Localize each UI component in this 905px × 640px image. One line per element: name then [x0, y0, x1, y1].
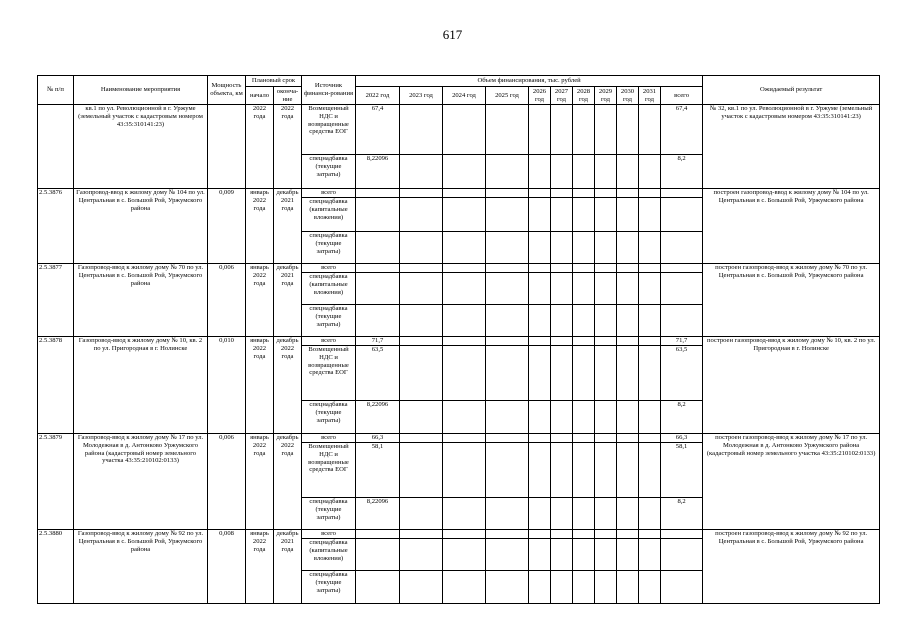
value-empty: [400, 305, 443, 337]
capacity-value: 0,008: [208, 530, 246, 604]
value-empty: [529, 443, 551, 498]
funding-source: спецнадбавка (текущие затраты): [302, 401, 356, 434]
value-empty: [551, 105, 573, 155]
value-empty: [529, 571, 551, 604]
value-empty: [617, 155, 639, 189]
value-empty: [639, 434, 661, 443]
value-empty: [573, 346, 595, 401]
header-capacity: Мощность объекта, км: [208, 76, 246, 105]
funding-source: всего: [302, 337, 356, 346]
financing-table: [37, 75, 880, 604]
value-empty: [551, 155, 573, 189]
value-empty: [529, 155, 551, 189]
value-empty: [400, 337, 443, 346]
value-empty: [639, 571, 661, 604]
value-empty: [617, 571, 639, 604]
value-empty: [639, 155, 661, 189]
expected-result: № 32, кв.1 по ул. Революционной в г. Уржуме (земельный участок с кадастровым номером 43:35:310141:23): [703, 105, 880, 189]
header-period: Плановый срок: [246, 76, 302, 87]
value-empty: [639, 189, 661, 198]
header-num: № п/п: [38, 76, 74, 105]
header-source: Источник финанси-рования: [302, 76, 356, 105]
funding-source: спецнадбавка (капитальные вложения): [302, 539, 356, 571]
value-empty: [573, 273, 595, 305]
value-empty: [639, 105, 661, 155]
value-empty: [595, 305, 617, 337]
value-empty: [639, 337, 661, 346]
value-total: [661, 264, 703, 273]
funding-source: всего: [302, 189, 356, 198]
value-total: [661, 232, 703, 264]
value-empty: [486, 198, 529, 232]
funding-source: всего: [302, 264, 356, 273]
value-empty: [617, 232, 639, 264]
value-empty: [617, 401, 639, 434]
value-empty: [617, 305, 639, 337]
value-empty: [595, 346, 617, 401]
header-year: 2027 год: [551, 87, 573, 105]
value-2022: [356, 571, 400, 604]
value-empty: [443, 346, 486, 401]
value-empty: [573, 198, 595, 232]
value-empty: [529, 337, 551, 346]
value-empty: [443, 273, 486, 305]
header-year: 2028 год: [573, 87, 595, 105]
value-empty: [400, 443, 443, 498]
value-empty: [400, 189, 443, 198]
header-year: 2026 год: [529, 87, 551, 105]
event-name: кв.1 по ул. Революционной в г. Уржуме (земельный участок с кадастровым номером 43:35:310141:23): [74, 105, 208, 189]
value-empty: [595, 264, 617, 273]
period-start: январь 2022 года: [246, 189, 274, 264]
value-empty: [529, 198, 551, 232]
value-empty: [595, 530, 617, 539]
value-empty: [486, 434, 529, 443]
value-empty: [551, 305, 573, 337]
value-empty: [617, 530, 639, 539]
value-empty: [573, 530, 595, 539]
value-empty: [639, 264, 661, 273]
value-empty: [595, 232, 617, 264]
value-empty: [595, 571, 617, 604]
row-number: 2.5.3877: [38, 264, 74, 337]
value-2022: [356, 305, 400, 337]
value-empty: [639, 198, 661, 232]
value-empty: [639, 346, 661, 401]
period-start: 2022 года: [246, 105, 274, 189]
value-empty: [551, 189, 573, 198]
value-empty: [639, 498, 661, 530]
header-period-start: начало: [246, 87, 274, 105]
value-empty: [639, 530, 661, 539]
header-name: Наименование мероприятия: [74, 76, 208, 105]
value-empty: [400, 498, 443, 530]
header-year: 2023 год: [400, 87, 443, 105]
table-row: [38, 530, 880, 539]
capacity-value: 0,009: [208, 189, 246, 264]
value-empty: [617, 337, 639, 346]
value-empty: [443, 498, 486, 530]
table-row: [38, 434, 880, 443]
value-empty: [443, 155, 486, 189]
value-empty: [617, 443, 639, 498]
value-empty: [443, 337, 486, 346]
value-empty: [573, 305, 595, 337]
value-empty: [443, 571, 486, 604]
funding-source: спецнадбавка (текущие затраты): [302, 571, 356, 604]
value-empty: [400, 198, 443, 232]
value-empty: [443, 434, 486, 443]
header-result: Ожидаемый результат: [703, 76, 880, 105]
value-empty: [551, 571, 573, 604]
value-total: 8,2: [661, 401, 703, 434]
period-end: декабрь 2022 года: [274, 434, 302, 530]
value-empty: [529, 264, 551, 273]
header-year: 2030 год: [617, 87, 639, 105]
value-2022: [356, 530, 400, 539]
value-empty: [639, 273, 661, 305]
value-empty: [486, 337, 529, 346]
value-empty: [529, 498, 551, 530]
value-empty: [595, 273, 617, 305]
value-empty: [529, 530, 551, 539]
value-empty: [573, 498, 595, 530]
value-empty: [617, 189, 639, 198]
value-empty: [551, 264, 573, 273]
capacity-value: 0,010: [208, 337, 246, 434]
capacity-value: 0,006: [208, 264, 246, 337]
period-start: январь 2022 года: [246, 530, 274, 604]
value-empty: [573, 105, 595, 155]
event-name: Газопровод-ввод к жилому дому № 70 по ул. Центральная в с. Большой Рой, Уржумского района: [74, 264, 208, 337]
value-empty: [573, 232, 595, 264]
funding-source: спецнадбавка (текущие затраты): [302, 232, 356, 264]
header-volume: Объем финансирования, тыс. рублей: [356, 76, 703, 87]
value-empty: [595, 434, 617, 443]
value-empty: [486, 401, 529, 434]
header-period-end: оконча-ние: [274, 87, 302, 105]
value-empty: [639, 443, 661, 498]
value-2022: [356, 273, 400, 305]
funding-source: Возмещенный НДС и возвращенные средства ЕОГ: [302, 346, 356, 401]
value-empty: [486, 346, 529, 401]
period-end: декабрь 2021 года: [274, 530, 302, 604]
value-total: [661, 189, 703, 198]
value-empty: [529, 539, 551, 571]
table-row: [38, 189, 880, 198]
table-row: [38, 105, 880, 155]
value-empty: [400, 232, 443, 264]
row-number: 2.5.3880: [38, 530, 74, 604]
value-empty: [486, 539, 529, 571]
value-2022: [356, 539, 400, 571]
value-empty: [573, 264, 595, 273]
expected-result: построен газопровод-ввод к жилому дому № 92 по ул. Центральная в с. Большой Рой, Уржумского района: [703, 530, 880, 604]
value-empty: [595, 155, 617, 189]
funding-source: спецнадбавка (текущие затраты): [302, 155, 356, 189]
value-2022: 8,22096: [356, 155, 400, 189]
value-empty: [400, 571, 443, 604]
value-empty: [443, 264, 486, 273]
value-empty: [486, 189, 529, 198]
header-year: 2025 год: [486, 87, 529, 105]
funding-source: всего: [302, 530, 356, 539]
row-number: 2.5.3876: [38, 189, 74, 264]
value-empty: [400, 346, 443, 401]
value-empty: [529, 434, 551, 443]
value-total: 8,2: [661, 498, 703, 530]
value-2022: 63,5: [356, 346, 400, 401]
value-empty: [486, 498, 529, 530]
expected-result: построен газопровод-ввод к жилому дому № 10, кв. 2 по ул. Пригородная в г. Нолинске: [703, 337, 880, 434]
value-empty: [573, 571, 595, 604]
page-number: 617: [442, 27, 463, 42]
event-name: Газопровод-ввод к жилому дому № 10, кв. 2 по ул. Пригородная в г. Нолинске: [74, 337, 208, 434]
value-2022: 8,22096: [356, 401, 400, 434]
value-empty: [443, 539, 486, 571]
header-year: 2031 год: [639, 87, 661, 105]
value-2022: 67,4: [356, 105, 400, 155]
value-empty: [595, 401, 617, 434]
event-name: Газопровод-ввод к жилому дому № 17 по ул. Молодежная в д. Антонково Уржумского района (кадастровый номер земельного участка 43:35:210102:0133): [74, 434, 208, 530]
value-empty: [443, 232, 486, 264]
value-empty: [529, 346, 551, 401]
value-empty: [486, 155, 529, 189]
value-2022: 58,1: [356, 443, 400, 498]
value-empty: [486, 273, 529, 305]
funding-source: спецнадбавка (капитальные вложения): [302, 198, 356, 232]
funding-source: спецнадбавка (текущие затраты): [302, 305, 356, 337]
value-empty: [617, 346, 639, 401]
value-total: [661, 273, 703, 305]
value-empty: [400, 530, 443, 539]
value-empty: [400, 401, 443, 434]
row-number: 2.5.3879: [38, 434, 74, 530]
value-empty: [443, 198, 486, 232]
value-empty: [617, 273, 639, 305]
expected-result: построен газопровод-ввод к жилому дому № 17 по ул. Молодежная в д. Антонково Уржумского района (кадастровый номер земельного участка 43:35:210102:0133): [703, 434, 880, 530]
value-empty: [639, 232, 661, 264]
value-2022: [356, 264, 400, 273]
value-total: [661, 530, 703, 539]
value-empty: [443, 401, 486, 434]
value-empty: [595, 189, 617, 198]
value-total: [661, 571, 703, 604]
value-empty: [551, 346, 573, 401]
value-total: [661, 539, 703, 571]
value-total: 58,1: [661, 443, 703, 498]
value-empty: [595, 198, 617, 232]
value-total: 63,5: [661, 346, 703, 401]
funding-source: Возмещенный НДС и возвращенные средства ЕОГ: [302, 105, 356, 155]
value-empty: [551, 498, 573, 530]
funding-source: спецнадбавка (капитальные вложения): [302, 273, 356, 305]
period-end: 2022 года: [274, 105, 302, 189]
row-number: [38, 105, 74, 189]
value-total: [661, 305, 703, 337]
capacity-value: 0,006: [208, 434, 246, 530]
event-name: Газопровод-ввод к жилому дому № 104 по ул. Центральная в с. Большой Рой, Уржумского района: [74, 189, 208, 264]
value-empty: [551, 198, 573, 232]
period-end: декабрь 2022 года: [274, 337, 302, 434]
value-empty: [617, 105, 639, 155]
value-empty: [443, 305, 486, 337]
header-year: всего: [661, 87, 703, 105]
value-total: 66,3: [661, 434, 703, 443]
value-empty: [443, 443, 486, 498]
value-empty: [486, 530, 529, 539]
value-empty: [573, 189, 595, 198]
value-empty: [529, 305, 551, 337]
value-empty: [573, 539, 595, 571]
value-empty: [443, 189, 486, 198]
value-empty: [573, 443, 595, 498]
value-empty: [573, 434, 595, 443]
expected-result: построен газопровод-ввод к жилому дому № 70 по ул. Центральная в с. Большой Рой, Уржумского района: [703, 264, 880, 337]
value-empty: [639, 539, 661, 571]
value-empty: [529, 105, 551, 155]
value-empty: [400, 273, 443, 305]
value-2022: [356, 189, 400, 198]
value-empty: [400, 539, 443, 571]
value-empty: [595, 443, 617, 498]
value-empty: [617, 198, 639, 232]
value-empty: [595, 539, 617, 571]
value-2022: 66,3: [356, 434, 400, 443]
value-empty: [551, 539, 573, 571]
value-2022: 8,22096: [356, 498, 400, 530]
value-2022: 71,7: [356, 337, 400, 346]
row-number: 2.5.3878: [38, 337, 74, 434]
event-name: Газопровод-ввод к жилому дому № 92 по ул. Центральная в с. Большой Рой, Уржумского района: [74, 530, 208, 604]
value-empty: [617, 264, 639, 273]
value-empty: [400, 105, 443, 155]
value-empty: [639, 401, 661, 434]
value-empty: [551, 232, 573, 264]
value-empty: [486, 305, 529, 337]
value-empty: [573, 155, 595, 189]
expected-result: построен газопровод-ввод к жилому дому № 104 по ул. Центральная в с. Большой Рой, Уржумского района: [703, 189, 880, 264]
value-empty: [551, 401, 573, 434]
value-total: 71,7: [661, 337, 703, 346]
value-empty: [551, 443, 573, 498]
period-start: январь 2022 года: [246, 337, 274, 434]
value-empty: [529, 401, 551, 434]
value-empty: [617, 498, 639, 530]
value-empty: [551, 530, 573, 539]
period-start: январь 2022 года: [246, 434, 274, 530]
value-empty: [400, 264, 443, 273]
value-total: [661, 198, 703, 232]
value-empty: [443, 530, 486, 539]
value-empty: [551, 337, 573, 346]
value-total: 67,4: [661, 105, 703, 155]
header-year: 2029 год: [595, 87, 617, 105]
value-2022: [356, 232, 400, 264]
value-empty: [617, 434, 639, 443]
value-empty: [529, 232, 551, 264]
value-empty: [486, 443, 529, 498]
value-empty: [529, 189, 551, 198]
value-empty: [486, 105, 529, 155]
value-empty: [486, 571, 529, 604]
table-row: [38, 264, 880, 273]
period-end: декабрь 2021 года: [274, 189, 302, 264]
value-empty: [400, 434, 443, 443]
funding-source: Возмещенный НДС и возвращенные средства ЕОГ: [302, 443, 356, 498]
value-empty: [617, 539, 639, 571]
value-empty: [486, 232, 529, 264]
table-row: [38, 337, 880, 346]
capacity-value: [208, 105, 246, 189]
period-start: январь 2022 года: [246, 264, 274, 337]
header-year: 2024 год: [443, 87, 486, 105]
value-empty: [639, 305, 661, 337]
value-empty: [595, 337, 617, 346]
value-empty: [573, 401, 595, 434]
value-empty: [595, 498, 617, 530]
value-empty: [529, 273, 551, 305]
period-end: декабрь 2021 года: [274, 264, 302, 337]
header-year: 2022 год: [356, 87, 400, 105]
value-2022: [356, 198, 400, 232]
value-total: 8,2: [661, 155, 703, 189]
value-empty: [486, 264, 529, 273]
value-empty: [551, 434, 573, 443]
value-empty: [595, 105, 617, 155]
value-empty: [443, 105, 486, 155]
value-empty: [551, 273, 573, 305]
funding-source: спецнадбавка (текущие затраты): [302, 498, 356, 530]
value-empty: [573, 337, 595, 346]
value-empty: [400, 155, 443, 189]
funding-source: всего: [302, 434, 356, 443]
